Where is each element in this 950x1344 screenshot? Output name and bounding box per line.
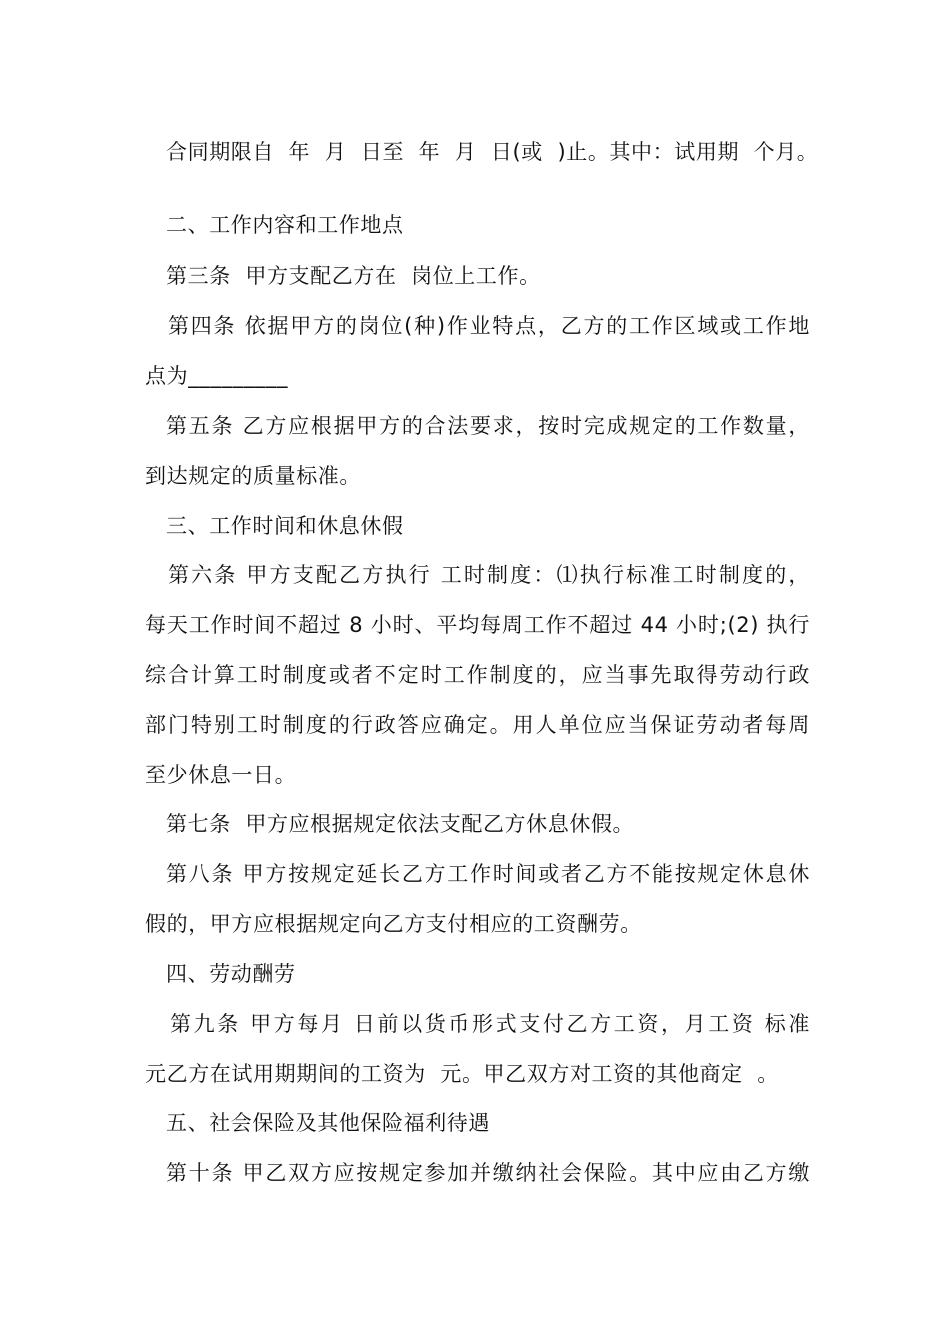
article-6-line-2: 每天工作时间不超过 8 小时、平均每周工作不超过 44 小时;(2) 执行 [145,613,810,637]
article-4-line-2: 点为_________ [145,364,289,388]
article-5-line-2: 到达规定的质量标准。 [145,464,361,488]
article-3: 第三条 甲方支配乙方在 岗位上工作。 [166,264,541,288]
article-6-line-5: 至少休息一日。 [145,763,297,787]
article-6-line-3: 综合计算工时制度或者不定时工作制度的，应当事先取得劳动行政 [145,663,810,687]
article-5-line-1: 第五条 乙方应根据甲方的合法要求，按时完成规定的工作数量， [166,414,810,438]
article-8-line-2: 假的，甲方应根据规定向乙方支付相应的工资酬劳。 [145,912,642,936]
article-10-line-1: 第十条 甲乙双方应按规定参加并缴纳社会保险。其中应由乙方缴 [166,1161,810,1185]
article-9-line-1: 第九条 甲方每月 日前以货币形式支付乙方工资，月工资 标准 [170,1012,810,1036]
article-6-line-1: 第六条 甲方支配乙方执行 工时制度：⑴执行标准工时制度的， [168,563,810,587]
article-6-line-4: 部门特别工时制度的行政答应确定。用人单位应当保证劳动者每周 [145,713,810,737]
section-heading-2: 二、工作内容和工作地点 [166,213,404,237]
article-8-line-1: 第八条 甲方按规定延长乙方工作时间或者乙方不能按规定休息休 [166,862,810,886]
contract-term-line: 合同期限自 年 月 日至 年 月 日(或 )止。其中：试用期 个月。 [166,140,819,164]
section-heading-3: 三、工作时间和休息休假 [166,514,404,538]
section-heading-4: 四、劳动酬劳 [166,962,296,986]
section-heading-5: 五、社会保险及其他保险福利待遇 [166,1111,490,1135]
article-4-line-1: 第四条 依据甲方的岗位(种)作业特点，乙方的工作区域或工作地 [168,314,810,338]
article-7: 第七条 甲方应根据规定依法支配乙方休息休假。 [166,812,635,836]
article-9-line-2: 元乙方在试用期期间的工资为 元。甲乙双方对工资的其他商定 。 [145,1062,779,1086]
